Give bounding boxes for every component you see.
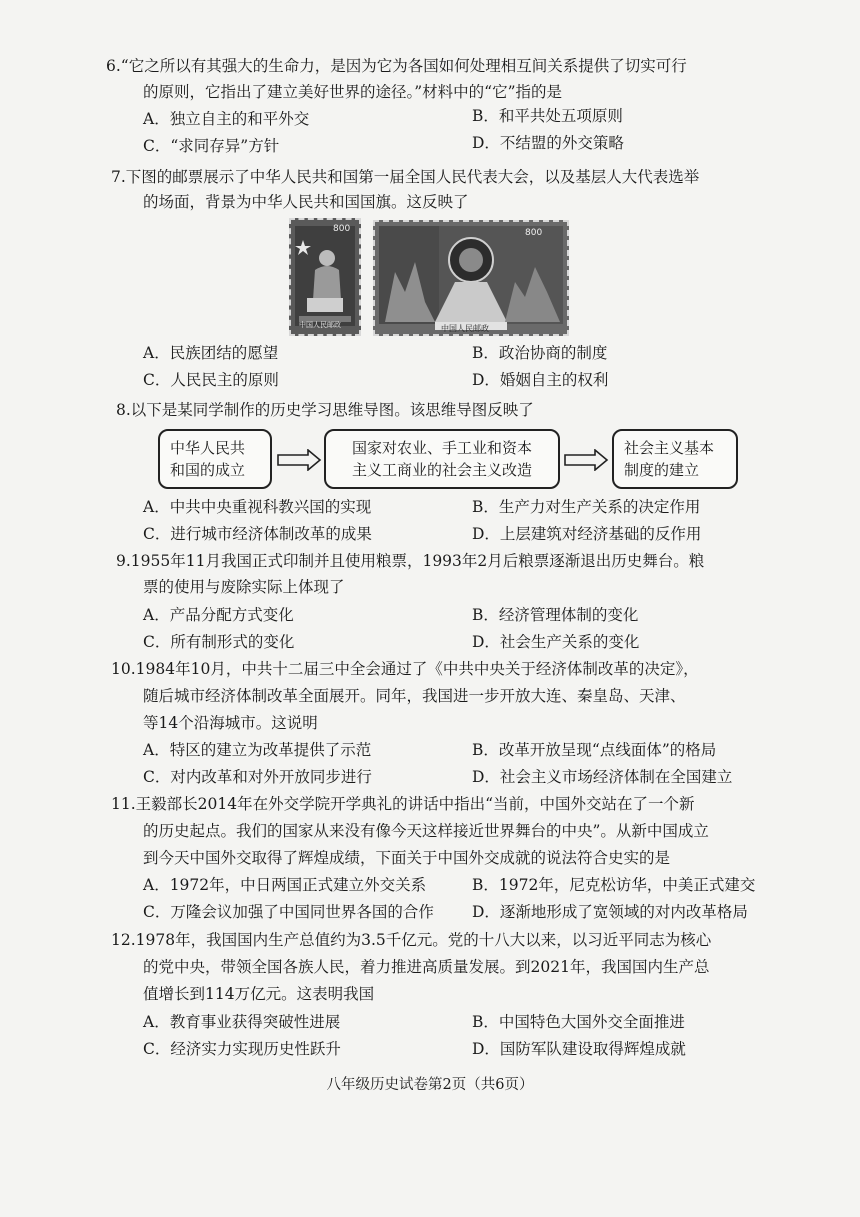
q12-option-d: D．国防军队建设取得辉煌成就 xyxy=(472,1040,686,1058)
q11-option-b: B．1972年，尼克松访华，中美正式建交 xyxy=(472,876,756,894)
q7-stem-line2: 的场面，背景为中华人民共和国国旗。这反映了 xyxy=(143,193,469,211)
q12-option-b: B．中国特色大国外交全面推进 xyxy=(472,1013,685,1031)
q12-stem-line2: 的党中央，带领全国各族人民，着力推进高质量发展。到2021年，我国国内生产总 xyxy=(143,958,710,976)
q9-option-b: B．经济管理体制的变化 xyxy=(472,606,639,624)
stamp-left xyxy=(289,218,361,336)
stamp-left-value: 800 xyxy=(333,224,351,234)
q12-stem-line3: 值增长到114万亿元。这表明我国 xyxy=(143,985,375,1003)
stamps-image xyxy=(289,218,581,338)
q8-option-c: C．进行城市经济体制改革的成果 xyxy=(143,525,372,543)
mindmap-box-founding-line1: 中华人民共 xyxy=(170,439,246,457)
q10-stem-line3: 等14个沿海城市。这说明 xyxy=(143,714,318,732)
q10-option-a: A．特区的建立为改革提供了示范 xyxy=(143,741,372,759)
q7-option-b: B．政治协商的制度 xyxy=(472,344,608,362)
q9-stem-line1: 9.1955年11月我国正式印制并且使用粮票，1993年2月后粮票逐渐退出历史舞台。粮 xyxy=(116,552,705,570)
mindmap-box-socialist-system-line2: 制度的建立 xyxy=(624,461,700,479)
q11-option-c: C．万隆会议加强了中国同世界各国的合作 xyxy=(143,903,434,921)
q8-option-d: D．上层建筑对经济基础的反作用 xyxy=(472,525,702,543)
q12-stem-line1: 12.1978年，我国国内生产总值约为3.5千亿元。党的十八大以来，以习近平同志为核心 xyxy=(111,931,712,949)
stamp-left-caption: 中国人民邮政 xyxy=(299,321,341,329)
q10-stem-line1: 10.1984年10月，中共十二届三中全会通过了《中共中央关于经济体制改革的决定》， xyxy=(111,660,699,678)
mindmap-box-transformation xyxy=(324,429,560,489)
q10-option-d: D．社会主义市场经济体制在全国建立 xyxy=(472,768,733,786)
q8-stem-line1: 8.以下是某同学制作的历史学习思维导图。该思维导图反映了 xyxy=(116,401,534,419)
arrow-right-icon xyxy=(563,449,609,471)
mindmap-box-founding xyxy=(158,429,272,489)
q11-stem-line2: 的历史起点。我们的国家从来没有像今天这样接近世界舞台的中央”。从新中国成立 xyxy=(143,822,709,840)
stamp-left-art xyxy=(291,220,359,334)
mindmap-box-socialist-system-line1: 社会主义基本 xyxy=(624,439,715,457)
q7-option-d: D．婚姻自主的权利 xyxy=(472,371,609,389)
q6-option-b: B．和平共处五项原则 xyxy=(472,107,623,125)
q9-option-c: C．所有制形式的变化 xyxy=(143,633,295,651)
q7-stem-line1: 7.下图的邮票展示了中华人民共和国第一届全国人民代表大会，以及基层人大代表选举 xyxy=(111,168,700,186)
q6-option-d: D．不结盟的外交策略 xyxy=(472,134,624,152)
stamp-right-value: 800 xyxy=(525,228,543,238)
q11-option-a: A．1972年，中日两国正式建立外交关系 xyxy=(143,876,427,894)
q8-option-b: B．生产力对生产关系的决定作用 xyxy=(472,498,701,516)
q11-stem-line1: 11.王毅部长2014年在外交学院开学典礼的讲话中指出“当前，中国外交站在了一个新 xyxy=(111,795,695,813)
mindmap-box-socialist-system xyxy=(612,429,738,489)
q10-option-c: C．对内改革和对外开放同步进行 xyxy=(143,768,372,786)
page-footer: 八年级历史试卷第2页（共6页） xyxy=(326,1077,534,1093)
q9-stem-line2: 票的使用与废除实际上体现了 xyxy=(143,578,345,596)
q10-stem-line2: 随后城市经济体制改革全面展开。同年，我国进一步开放大连、秦皇岛、天津、 xyxy=(143,687,686,705)
q6-option-a: A．独立自主的和平外交 xyxy=(143,110,310,128)
q6-stem-line2: 的原则，它指出了建立美好世界的途径。”材料中的“它”指的是 xyxy=(143,83,563,101)
q11-stem-line3: 到今天中国外交取得了辉煌成绩，下面关于中国外交成就的说法符合史实的是 xyxy=(143,849,671,867)
mindmap-box-founding-line2: 和国的成立 xyxy=(170,461,246,479)
q7-option-c: C．人民民主的原则 xyxy=(143,371,279,389)
arrow-right-icon xyxy=(276,449,322,471)
stamp-right-art xyxy=(375,222,567,334)
q6-stem-line1: 6.“它之所以有其强大的生命力，是因为它为各国如何处理相互间关系提供了切实可行 xyxy=(106,57,687,75)
mindmap-box-transformation-line2: 主义工商业的社会主义改造 xyxy=(351,461,532,479)
q9-option-a: A．产品分配方式变化 xyxy=(143,606,294,624)
q8-option-a: A．中共中央重视科教兴国的实现 xyxy=(143,498,372,516)
q9-option-d: D．社会生产关系的变化 xyxy=(472,633,640,651)
mindmap-box-transformation-line1: 国家对农业、手工业和资本 xyxy=(351,439,532,457)
q10-option-b: B．改革开放呈现“点线面体”的格局 xyxy=(472,741,717,759)
stamp-right-caption: 中国人民邮政 xyxy=(441,324,489,333)
q12-option-a: A．教育事业获得突破性进展 xyxy=(143,1013,341,1031)
stamp-right xyxy=(373,220,569,336)
q12-option-c: C．经济实力实现历史性跃升 xyxy=(143,1040,341,1058)
q11-option-d: D．逐渐地形成了宽领域的对内改革格局 xyxy=(472,903,748,921)
q7-option-a: A．民族团结的愿望 xyxy=(143,344,279,362)
q6-option-c: C．“求同存异”方针 xyxy=(143,137,280,155)
